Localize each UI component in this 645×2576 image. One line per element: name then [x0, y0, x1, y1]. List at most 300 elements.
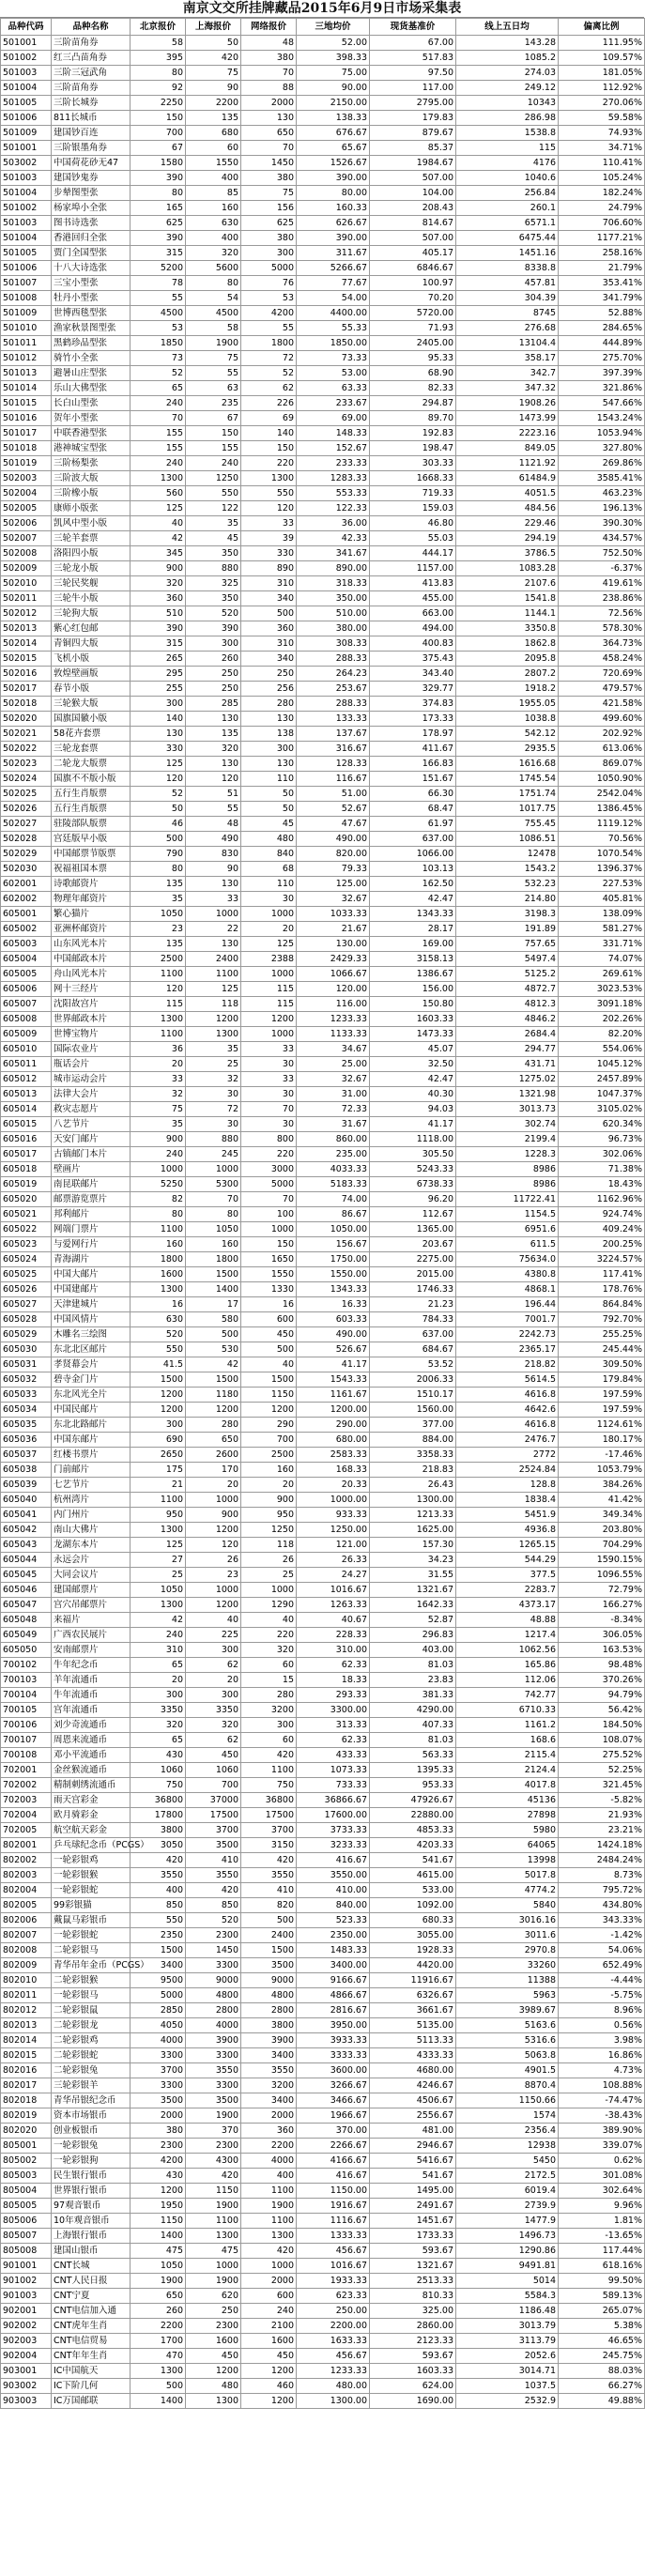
cell-base: 814.67 — [370, 216, 456, 231]
cell-five-day: 457.81 — [456, 276, 559, 291]
cell-shanghai: 1500 — [186, 1267, 241, 1282]
cell-online: 60 — [241, 1658, 297, 1673]
cell-code: 501002 — [1, 201, 52, 216]
cell-five-day: 1862.8 — [456, 636, 559, 652]
cell-beijing: 135 — [131, 877, 186, 892]
cell-beijing: 430 — [131, 1748, 186, 1763]
cell-shanghai: 135 — [186, 727, 241, 742]
cell-code: 605040 — [1, 1493, 52, 1508]
cell-five-day: 45136 — [456, 1793, 559, 1808]
table-row — [1, 892, 645, 907]
cell-deviation: 792.70% — [559, 1312, 645, 1327]
cell-deviation: 108.07% — [559, 1733, 645, 1748]
cell-avg: 350.00 — [297, 591, 370, 606]
cell-deviation: 331.71% — [559, 937, 645, 952]
cell-code: 501012 — [1, 351, 52, 366]
cell-shanghai: 225 — [186, 1628, 241, 1643]
cell-deviation: 302.64% — [559, 2184, 645, 2199]
cell-beijing: 400 — [131, 1883, 186, 1898]
cell-base: 11916.67 — [370, 1973, 456, 1988]
cell-base: 42.47 — [370, 892, 456, 907]
cell-base: 2015.00 — [370, 1267, 456, 1282]
cell-deviation: 434.80% — [559, 1898, 645, 1913]
cell-avg: 3333.33 — [297, 2048, 370, 2063]
cell-avg: 233.33 — [297, 456, 370, 471]
cell-beijing: 395 — [131, 51, 186, 66]
cell-avg: 41.17 — [297, 1357, 370, 1372]
cell-deviation: 269.86% — [559, 456, 645, 471]
cell-base: 100.97 — [370, 276, 456, 291]
cell-name: 二轮彩银蛇 — [52, 2048, 131, 2063]
cell-code: 802003 — [1, 1868, 52, 1883]
cell-code: 805005 — [1, 2199, 52, 2214]
cell-beijing: 155 — [131, 441, 186, 456]
table-row — [1, 1988, 645, 2003]
table-row — [1, 516, 645, 531]
cell-deviation: 99.50% — [559, 2274, 645, 2289]
table-row — [1, 1613, 645, 1628]
cell-name: 五行生肖版票 — [52, 787, 131, 802]
cell-beijing: 3550 — [131, 1868, 186, 1883]
cell-code: 902003 — [1, 2334, 52, 2349]
cell-deviation: 3224.57% — [559, 1252, 645, 1267]
cell-name: 图书诗选张 — [52, 216, 131, 231]
cell-name: 避暑山庄型张 — [52, 366, 131, 381]
cell-avg: 36866.67 — [297, 1793, 370, 1808]
cell-name: 青铜四大版 — [52, 636, 131, 652]
cell-code: 502024 — [1, 772, 52, 787]
cell-shanghai: 3700 — [186, 1823, 241, 1838]
cell-shanghai: 370 — [186, 2124, 241, 2139]
cell-deviation: 227.53% — [559, 877, 645, 892]
cell-beijing: 9500 — [131, 1973, 186, 1988]
cell-online: 3200 — [241, 1703, 297, 1718]
table-row — [1, 967, 645, 982]
cell-deviation: 245.44% — [559, 1342, 645, 1357]
table-row — [1, 1282, 645, 1297]
cell-base: 41.17 — [370, 1117, 456, 1132]
cell-five-day: 8986 — [456, 1177, 559, 1192]
page-title: 南京文交所挂牌藏品2015年6月9日市场采集表 — [0, 0, 644, 18]
cell-code: 605035 — [1, 1418, 52, 1433]
cell-shanghai: 4800 — [186, 1988, 241, 2003]
cell-base: 198.47 — [370, 441, 456, 456]
cell-five-day: 544.29 — [456, 1553, 559, 1568]
cell-deviation: 1096.55% — [559, 1568, 645, 1583]
cell-deviation: 238.86% — [559, 591, 645, 606]
table-row — [1, 1853, 645, 1868]
cell-shanghai: 1800 — [186, 1252, 241, 1267]
cell-avg: 52.67 — [297, 802, 370, 817]
cell-name: 三轮狗大版 — [52, 606, 131, 621]
cell-online: 17500 — [241, 1808, 297, 1823]
cell-deviation: 202.92% — [559, 727, 645, 742]
cell-deviation: 1119.12% — [559, 817, 645, 832]
cell-online: 70 — [241, 66, 297, 81]
cell-base: 719.33 — [370, 486, 456, 501]
cell-name: 南山大佛片 — [52, 1523, 131, 1538]
cell-beijing: 80 — [131, 66, 186, 81]
cell-name: 网十三经片 — [52, 982, 131, 997]
cell-name: 七艺节片 — [52, 1478, 131, 1493]
cell-beijing: 1400 — [131, 2229, 186, 2244]
cell-deviation: 339.07% — [559, 2139, 645, 2154]
cell-avg: 26.33 — [297, 1553, 370, 1568]
cell-avg: 311.67 — [297, 246, 370, 261]
cell-base: 1733.33 — [370, 2229, 456, 2244]
cell-code: 501009 — [1, 126, 52, 141]
cell-shanghai: 55 — [186, 366, 241, 381]
cell-online: 625 — [241, 216, 297, 231]
table-row — [1, 1898, 645, 1913]
cell-name: 三轮羊套票 — [52, 531, 131, 546]
cell-online: 1200 — [241, 2394, 297, 2409]
cell-base: 22880.00 — [370, 1808, 456, 1823]
table-row — [1, 1643, 645, 1658]
cell-online: 1330 — [241, 1282, 297, 1297]
cell-five-day: 1745.54 — [456, 772, 559, 787]
cell-five-day: 4176 — [456, 156, 559, 171]
cell-avg: 80.00 — [297, 186, 370, 201]
cell-base: 159.03 — [370, 501, 456, 516]
cell-code: 502005 — [1, 501, 52, 516]
table-row — [1, 2379, 645, 2394]
cell-online: 280 — [241, 1688, 297, 1703]
cell-shanghai: 90 — [186, 862, 241, 877]
table-row — [1, 546, 645, 561]
cell-base: 82.33 — [370, 381, 456, 396]
cell-five-day: 3014.71 — [456, 2364, 559, 2379]
cell-avg: 1283.33 — [297, 471, 370, 486]
cell-base: 879.67 — [370, 126, 456, 141]
cell-code: 805008 — [1, 2244, 52, 2259]
cell-base: 325.00 — [370, 2304, 456, 2319]
table-row — [1, 1132, 645, 1147]
cell-base: 47926.67 — [370, 1793, 456, 1808]
table-row — [1, 2259, 645, 2274]
cell-deviation: 578.30% — [559, 621, 645, 636]
cell-online: 150 — [241, 441, 297, 456]
cell-beijing: 950 — [131, 1508, 186, 1523]
cell-base: 1066.00 — [370, 847, 456, 862]
cell-beijing: 1400 — [131, 2394, 186, 2409]
table-row — [1, 471, 645, 486]
cell-five-day: 484.56 — [456, 501, 559, 516]
cell-beijing: 1200 — [131, 1403, 186, 1418]
cell-beijing: 1300 — [131, 1523, 186, 1538]
cell-name: 国际农业片 — [52, 1042, 131, 1057]
cell-code: 802011 — [1, 1988, 52, 2003]
cell-name: 一轮彩银猴 — [52, 1868, 131, 1883]
table-row — [1, 1267, 645, 1282]
cell-shanghai: 520 — [186, 1913, 241, 1928]
cell-base: 81.03 — [370, 1733, 456, 1748]
cell-avg: 31.00 — [297, 1087, 370, 1102]
cell-base: 1365.00 — [370, 1222, 456, 1237]
cell-name: 周恩来流通币 — [52, 1733, 131, 1748]
cell-avg: 1116.67 — [297, 2214, 370, 2229]
cell-online: 68 — [241, 862, 297, 877]
cell-name: 康师小版张 — [52, 501, 131, 516]
cell-name: 创业板银币 — [52, 2124, 131, 2139]
cell-shanghai: 260 — [186, 652, 241, 667]
cell-deviation: 96.73% — [559, 1132, 645, 1147]
cell-name: 木雕名三绘图 — [52, 1327, 131, 1342]
cell-avg: 380.00 — [297, 621, 370, 636]
cell-beijing: 625 — [131, 216, 186, 231]
cell-five-day: 112.06 — [456, 1673, 559, 1688]
cell-shanghai: 3550 — [186, 1868, 241, 1883]
cell-code: 502020 — [1, 712, 52, 727]
cell-code: 805004 — [1, 2184, 52, 2199]
cell-name: 驻陵部队版票 — [52, 817, 131, 832]
cell-code: 605013 — [1, 1087, 52, 1102]
cell-shanghai: 1900 — [186, 2274, 241, 2289]
price-table — [0, 18, 645, 2409]
cell-avg: 2200.00 — [297, 2319, 370, 2334]
cell-beijing: 1050 — [131, 907, 186, 922]
cell-beijing: 155 — [131, 426, 186, 441]
cell-deviation: -1.42% — [559, 1928, 645, 1943]
cell-online: 1450 — [241, 156, 297, 171]
cell-shanghai: 480 — [186, 2379, 241, 2394]
cell-name: 门前邮片 — [52, 1463, 131, 1478]
cell-beijing: 36 — [131, 1042, 186, 1057]
cell-name: 一轮彩银蛇 — [52, 1883, 131, 1898]
cell-base: 68.47 — [370, 802, 456, 817]
cell-shanghai: 72 — [186, 1102, 241, 1117]
cell-beijing: 42 — [131, 531, 186, 546]
cell-beijing: 4050 — [131, 2018, 186, 2033]
header-five-day: 线上五日均 — [456, 19, 559, 36]
cell-base: 156.00 — [370, 982, 456, 997]
cell-base: 3358.33 — [370, 1448, 456, 1463]
cell-code: 802001 — [1, 1838, 52, 1853]
table-row — [1, 1192, 645, 1207]
cell-name: 春节小版 — [52, 682, 131, 697]
cell-five-day: 229.46 — [456, 516, 559, 531]
cell-name: 中国风情片 — [52, 1312, 131, 1327]
cell-name: 三阶苗角券 — [52, 36, 131, 51]
cell-base: 157.30 — [370, 1538, 456, 1553]
cell-avg: 4400.00 — [297, 306, 370, 321]
cell-base: 4246.67 — [370, 2078, 456, 2093]
cell-beijing: 520 — [131, 1327, 186, 1342]
cell-shanghai: 5600 — [186, 261, 241, 276]
cell-base: 1321.67 — [370, 2259, 456, 2274]
cell-deviation: 72.79% — [559, 1583, 645, 1598]
cell-shanghai: 1900 — [186, 336, 241, 351]
table-row — [1, 1162, 645, 1177]
cell-avg: 53.00 — [297, 366, 370, 381]
cell-avg: 676.67 — [297, 126, 370, 141]
table-row — [1, 36, 645, 51]
cell-code: 501003 — [1, 66, 52, 81]
cell-base: 104.00 — [370, 186, 456, 201]
cell-name: 诗歌邮资片 — [52, 877, 131, 892]
cell-avg: 490.00 — [297, 832, 370, 847]
table-row — [1, 1823, 645, 1838]
cell-name: 三轮民奖舰 — [52, 576, 131, 591]
cell-beijing: 4000 — [131, 2033, 186, 2048]
cell-shanghai: 300 — [186, 636, 241, 652]
cell-name: 三阶杨梨张 — [52, 456, 131, 471]
cell-name: 瓶话会片 — [52, 1057, 131, 1072]
table-row — [1, 636, 645, 652]
cell-name: CNT人民日报 — [52, 2274, 131, 2289]
cell-code: 702003 — [1, 1793, 52, 1808]
cell-beijing: 1500 — [131, 1943, 186, 1958]
cell-online: 1300 — [241, 2229, 297, 2244]
cell-code: 700102 — [1, 1658, 52, 1673]
cell-name: 内门州片 — [52, 1508, 131, 1523]
cell-shanghai: 420 — [186, 2169, 241, 2184]
cell-shanghai: 3500 — [186, 1838, 241, 1853]
cell-base: 218.83 — [370, 1463, 456, 1478]
table-row — [1, 1012, 645, 1027]
cell-name: 三轮龙小版 — [52, 561, 131, 576]
cell-name: 中国荷花砂无47 — [52, 156, 131, 171]
cell-base: 52.87 — [370, 1613, 456, 1628]
cell-code: 501016 — [1, 411, 52, 426]
cell-base: 1560.00 — [370, 1403, 456, 1418]
cell-base: 624.00 — [370, 2379, 456, 2394]
cell-beijing: 23 — [131, 922, 186, 937]
cell-five-day: 13104.4 — [456, 336, 559, 351]
cell-base: 4853.33 — [370, 1823, 456, 1838]
cell-avg: 65.67 — [297, 141, 370, 156]
cell-code: 605031 — [1, 1357, 52, 1372]
cell-avg: 31.67 — [297, 1117, 370, 1132]
cell-name: 三阶橡小版 — [52, 486, 131, 501]
cell-five-day: 1541.8 — [456, 591, 559, 606]
cell-five-day: 1290.86 — [456, 2244, 559, 2259]
table-row — [1, 1568, 645, 1583]
cell-online: 600 — [241, 2289, 297, 2304]
cell-base: 296.83 — [370, 1628, 456, 1643]
cell-online: 1000 — [241, 1583, 297, 1598]
cell-shanghai: 250 — [186, 682, 241, 697]
cell-online: 140 — [241, 426, 297, 441]
cell-base: 507.00 — [370, 231, 456, 246]
cell-five-day: 2115.4 — [456, 1748, 559, 1763]
cell-five-day: 276.68 — [456, 321, 559, 336]
cell-deviation: 2457.89% — [559, 1072, 645, 1087]
cell-shanghai: 1400 — [186, 1282, 241, 1297]
cell-deviation: 21.93% — [559, 1808, 645, 1823]
cell-shanghai: 35 — [186, 516, 241, 531]
cell-base: 305.50 — [370, 1147, 456, 1162]
cell-base: 637.00 — [370, 1327, 456, 1342]
cell-five-day: 742.77 — [456, 1688, 559, 1703]
cell-name: 中国大邮片 — [52, 1267, 131, 1282]
cell-code: 501018 — [1, 441, 52, 456]
cell-code: 605019 — [1, 1177, 52, 1192]
cell-deviation: 3091.18% — [559, 997, 645, 1012]
cell-shanghai: 850 — [186, 1898, 241, 1913]
table-row — [1, 351, 645, 366]
table-row — [1, 2364, 645, 2379]
cell-beijing: 35 — [131, 892, 186, 907]
table-row — [1, 1042, 645, 1057]
cell-beijing: 360 — [131, 591, 186, 606]
cell-base: 517.83 — [370, 51, 456, 66]
table-row — [1, 456, 645, 471]
table-row — [1, 1778, 645, 1793]
table-row — [1, 1027, 645, 1042]
cell-shanghai: 1900 — [186, 2199, 241, 2214]
cell-name: 亚洲杯邮资片 — [52, 922, 131, 937]
cell-beijing: 21 — [131, 1478, 186, 1493]
cell-beijing: 2850 — [131, 2003, 186, 2018]
cell-online: 340 — [241, 591, 297, 606]
cell-deviation: 105.24% — [559, 171, 645, 186]
cell-five-day: 4017.8 — [456, 1778, 559, 1793]
table-row — [1, 81, 645, 96]
cell-shanghai: 350 — [186, 591, 241, 606]
cell-deviation: 1162.96% — [559, 1192, 645, 1207]
cell-shanghai: 530 — [186, 1342, 241, 1357]
cell-five-day: 48.88 — [456, 1613, 559, 1628]
cell-beijing: 390 — [131, 171, 186, 186]
cell-name: 99彩银猫 — [52, 1898, 131, 1913]
cell-shanghai: 1200 — [186, 1523, 241, 1538]
cell-code: 503002 — [1, 156, 52, 171]
cell-online: 88 — [241, 81, 297, 96]
cell-code: 501003 — [1, 216, 52, 231]
cell-five-day: 6019.4 — [456, 2184, 559, 2199]
cell-deviation: 752.50% — [559, 546, 645, 561]
cell-beijing: 300 — [131, 1688, 186, 1703]
cell-code: 605011 — [1, 1057, 52, 1072]
cell-code: 501015 — [1, 396, 52, 411]
cell-base: 1984.67 — [370, 156, 456, 171]
cell-code: 501011 — [1, 336, 52, 351]
cell-beijing: 80 — [131, 186, 186, 201]
cell-name: CNT电信贸易 — [52, 2334, 131, 2349]
cell-deviation: 306.05% — [559, 1628, 645, 1643]
cell-five-day: 2684.4 — [456, 1027, 559, 1042]
cell-deviation: 2484.24% — [559, 1853, 645, 1868]
cell-avg: 416.67 — [297, 1853, 370, 1868]
cell-online: 53 — [241, 291, 297, 306]
cell-base: 26.43 — [370, 1478, 456, 1493]
cell-avg: 308.33 — [297, 636, 370, 652]
cell-name: 南昆联邮片 — [52, 1177, 131, 1192]
cell-avg: 1033.33 — [297, 907, 370, 922]
table-row — [1, 276, 645, 291]
cell-five-day: 5840 — [456, 1898, 559, 1913]
cell-base: 5135.00 — [370, 2018, 456, 2033]
cell-online: 75 — [241, 186, 297, 201]
cell-beijing: 900 — [131, 1132, 186, 1147]
cell-five-day: 302.74 — [456, 1117, 559, 1132]
cell-online: 500 — [241, 1913, 297, 1928]
cell-name: 天津建城片 — [52, 1297, 131, 1312]
cell-shanghai: 25 — [186, 1057, 241, 1072]
table-header — [1, 19, 645, 36]
cell-avg: 138.33 — [297, 111, 370, 126]
cell-code: 903001 — [1, 2364, 52, 2379]
table-row — [1, 501, 645, 516]
cell-shanghai: 1100 — [186, 967, 241, 982]
cell-beijing: 1300 — [131, 471, 186, 486]
cell-beijing: 300 — [131, 1418, 186, 1433]
cell-shanghai: 1200 — [186, 1012, 241, 1027]
cell-five-day: 5163.6 — [456, 2018, 559, 2033]
cell-code: 502004 — [1, 486, 52, 501]
cell-deviation: 8.73% — [559, 1868, 645, 1883]
